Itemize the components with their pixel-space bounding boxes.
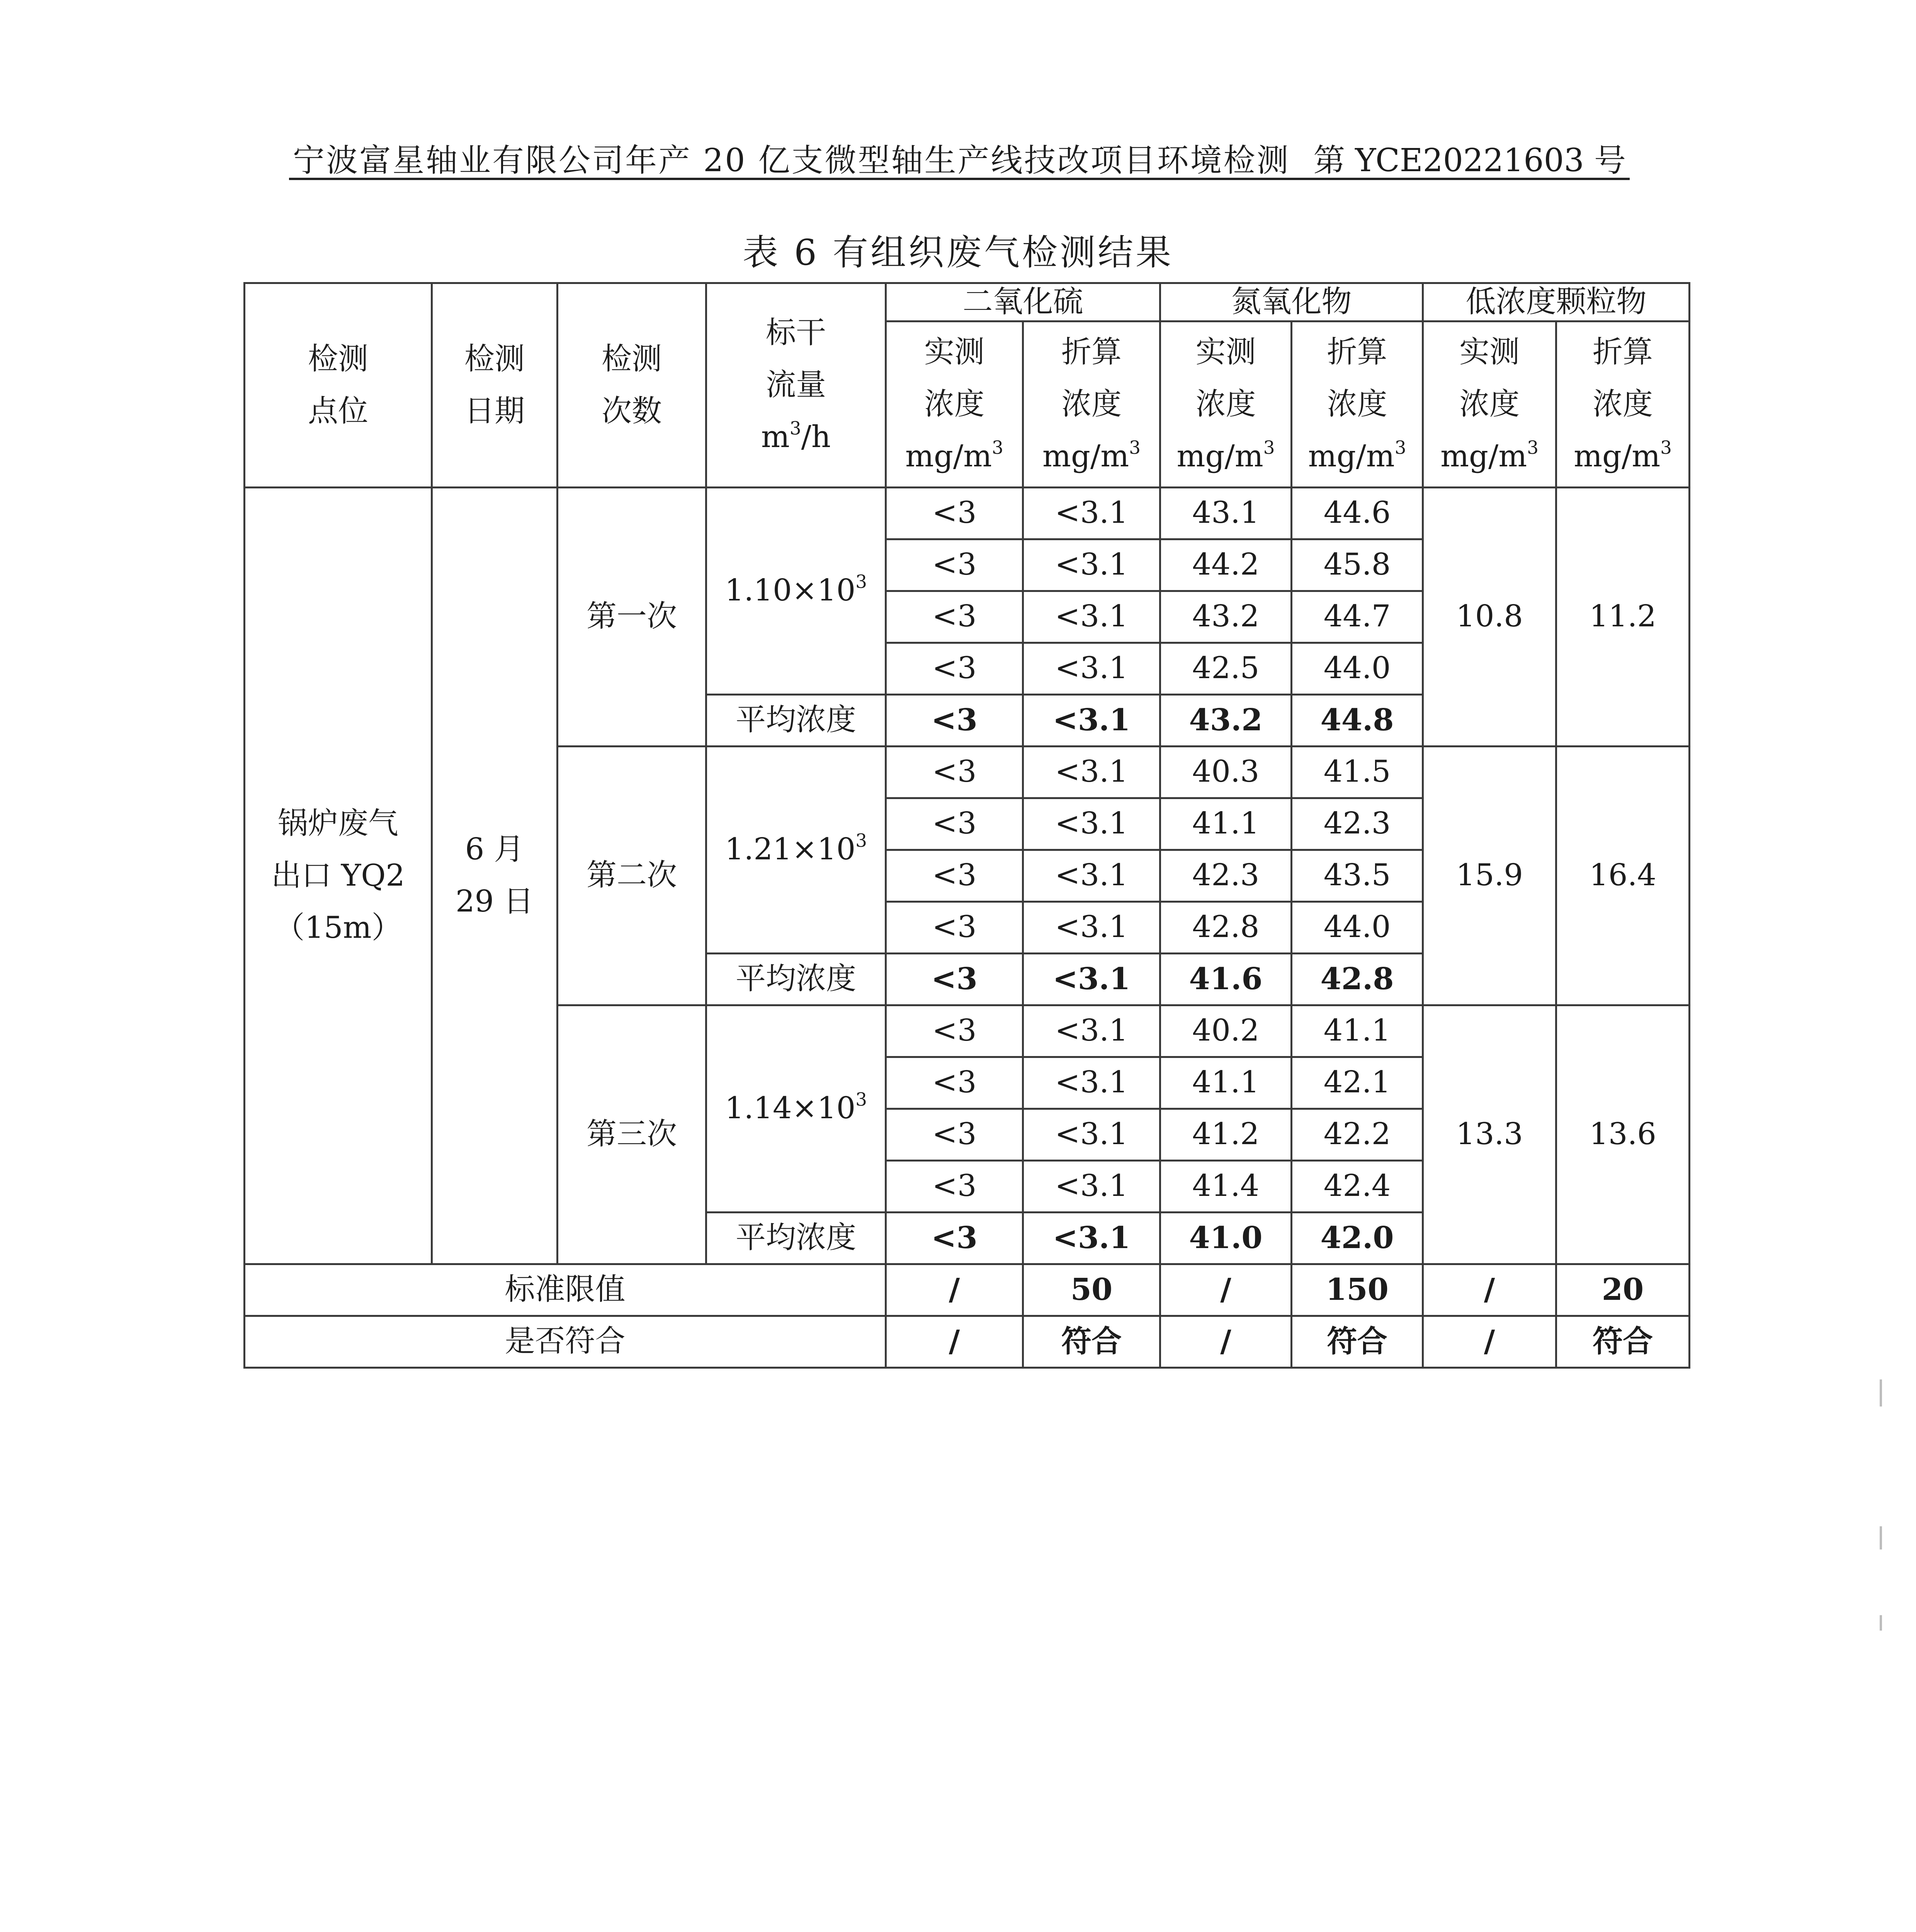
average-value: 43.2 — [1160, 694, 1292, 746]
standard-row-value: 150 — [1292, 1264, 1423, 1316]
value-cell: <3.1 — [1023, 901, 1160, 953]
value-cell: <3.1 — [1023, 1109, 1160, 1160]
value-cell: 41.2 — [1160, 1109, 1292, 1160]
header-converted — [1023, 321, 1160, 487]
pm-measured-cell: 10.8 — [1423, 487, 1556, 746]
value-cell: 42.1 — [1292, 1057, 1423, 1109]
value-cell: 44.2 — [1160, 539, 1292, 591]
cell-text-line: 浓度 — [1459, 386, 1520, 422]
header-converted — [1556, 321, 1690, 487]
standard-row-value: 20 — [1556, 1264, 1690, 1316]
value-cell: <3 — [886, 539, 1023, 591]
table-row — [245, 487, 1690, 539]
round-label: 第三次 — [558, 1005, 706, 1264]
report-project-title: 宁波富星轴业有限公司年产 20 亿支微型轴生产线技改项目环境检测 — [293, 142, 1290, 179]
table-body — [245, 283, 1690, 1368]
average-value: 42.0 — [1292, 1212, 1423, 1264]
average-value: <3 — [886, 1212, 1023, 1264]
cell-text-line: 浓度 — [1327, 386, 1387, 422]
average-value: <3.1 — [1023, 953, 1160, 1005]
standard-row — [245, 1264, 1690, 1316]
value-cell: 42.3 — [1160, 850, 1292, 901]
pm-converted-cell: 13.6 — [1556, 1005, 1690, 1264]
header-so2: 二氧化硫 — [886, 283, 1160, 321]
round-label: 第一次 — [558, 487, 706, 746]
compliance-row-value: / — [1423, 1316, 1556, 1367]
pm-measured-cell: 13.3 — [1423, 1005, 1556, 1264]
value-cell: <3.1 — [1023, 850, 1160, 901]
header-flow — [706, 283, 886, 488]
cell-text-line: $mg/m^3$ — [1440, 437, 1539, 474]
value-cell: 43.1 — [1160, 487, 1292, 539]
value-cell: 40.3 — [1160, 746, 1292, 798]
value-cell: <3.1 — [1023, 746, 1160, 798]
pm-converted-cell: 11.2 — [1556, 487, 1690, 746]
header-measured — [1160, 321, 1292, 487]
cell-text-line: 6 月 — [465, 832, 524, 867]
cell-text-line: 点位 — [308, 393, 368, 429]
report-number: 第 YCE20221603 号 — [1313, 142, 1626, 179]
value-cell: 41.1 — [1160, 1057, 1292, 1109]
cell-text-line: 标干 — [765, 315, 826, 350]
standard-row-value: / — [1423, 1264, 1556, 1316]
header-measured — [1423, 321, 1556, 487]
table-caption: 表 6 有组织废气检测结果 — [742, 232, 1174, 273]
value-cell: 41.4 — [1160, 1160, 1292, 1212]
header-date — [432, 283, 558, 488]
scan-mark — [1880, 1615, 1882, 1631]
cell-text-line: 折算 — [1061, 334, 1122, 369]
compliance-row-value: 符合 — [1023, 1316, 1160, 1367]
value-cell: 42.5 — [1160, 643, 1292, 694]
compliance-row-value: / — [886, 1316, 1023, 1367]
value-cell: <3 — [886, 1160, 1023, 1212]
cell-text-line: 浓度 — [1061, 386, 1122, 422]
average-label: 平均浓度 — [706, 953, 886, 1005]
cell-text-line: $m^3/h$ — [761, 418, 831, 455]
cell-text-line: $mg/m^3$ — [1042, 437, 1141, 474]
cell-text-line: $mg/m^3$ — [1574, 437, 1672, 474]
cell-text-line: 检测 — [308, 341, 368, 376]
date-cell — [432, 487, 558, 1264]
average-value: 44.8 — [1292, 694, 1423, 746]
average-value: 41.0 — [1160, 1212, 1292, 1264]
scan-mark — [1880, 1379, 1882, 1406]
value-cell: <3.1 — [1023, 643, 1160, 694]
average-value: 42.8 — [1292, 953, 1423, 1005]
cell-text-line: 浓度 — [1195, 386, 1256, 422]
value-cell: <3 — [886, 591, 1023, 643]
value-cell: <3 — [886, 901, 1023, 953]
value-cell: <3 — [886, 798, 1023, 850]
cell-text-line: 29 日 — [455, 884, 534, 919]
cell-text-line: 流量 — [765, 367, 826, 403]
value-cell: <3 — [886, 643, 1023, 694]
value-cell: 45.8 — [1292, 539, 1423, 591]
compliance-row — [245, 1316, 1690, 1367]
header-row — [245, 283, 1690, 321]
cell-text-line: 浓度 — [924, 386, 984, 422]
value-cell: 42.8 — [1160, 901, 1292, 953]
value-cell: <3.1 — [1023, 591, 1160, 643]
header-measured — [886, 321, 1023, 487]
cell-text-line: （15m） — [274, 910, 402, 945]
flow-cell: $1.10\times 10^3$ — [706, 487, 886, 694]
emission-results-table — [243, 282, 1690, 1369]
average-label: 平均浓度 — [706, 1212, 886, 1264]
cell-text-line: 锅炉废气 — [277, 806, 398, 841]
cell-text-line: 折算 — [1327, 334, 1387, 369]
cell-text-line: 实测 — [1459, 334, 1520, 369]
cell-text-line: $mg/m^3$ — [1176, 437, 1275, 474]
cell-text-line: 实测 — [1195, 334, 1256, 369]
average-value: <3.1 — [1023, 1212, 1160, 1264]
value-cell: 42.4 — [1292, 1160, 1423, 1212]
value-cell: <3 — [886, 850, 1023, 901]
value-cell: 43.2 — [1160, 591, 1292, 643]
cell-text-line: 次数 — [601, 393, 662, 429]
header-converted — [1292, 321, 1423, 487]
value-cell: 42.2 — [1292, 1109, 1423, 1160]
cell-text-line: 出口 YQ2 — [271, 858, 405, 893]
value-cell: <3 — [886, 1109, 1023, 1160]
standard-row-label: 标准限值 — [245, 1264, 886, 1316]
compliance-row-value: 符合 — [1556, 1316, 1690, 1367]
cell-text-line: 检测 — [601, 341, 662, 376]
value-cell: 44.0 — [1292, 643, 1423, 694]
value-cell: <3.1 — [1023, 1160, 1160, 1212]
cell-text-line: 检测 — [464, 341, 525, 376]
compliance-row-label: 是否符合 — [245, 1316, 886, 1367]
value-cell: <3.1 — [1023, 487, 1160, 539]
value-cell: <3.1 — [1023, 1005, 1160, 1057]
value-cell: <3.1 — [1023, 539, 1160, 591]
average-value: <3 — [886, 953, 1023, 1005]
cell-text-line: $mg/m^3$ — [905, 437, 1003, 474]
cell-text-line: 浓度 — [1593, 386, 1653, 422]
average-value: 41.6 — [1160, 953, 1292, 1005]
average-label: 平均浓度 — [706, 694, 886, 746]
cell-text-line: 折算 — [1593, 334, 1653, 369]
cell-text-line: 实测 — [924, 334, 984, 369]
cell-text-line: 日期 — [464, 393, 525, 429]
average-value: <3 — [886, 694, 1023, 746]
header-count — [558, 283, 706, 488]
value-cell: <3 — [886, 487, 1023, 539]
pm-measured-cell: 15.9 — [1423, 746, 1556, 1005]
value-cell: <3 — [886, 746, 1023, 798]
standard-row-value: 50 — [1023, 1264, 1160, 1316]
value-cell: <3.1 — [1023, 798, 1160, 850]
scan-mark — [1880, 1526, 1882, 1549]
header-point — [245, 283, 432, 488]
value-cell: 41.1 — [1160, 798, 1292, 850]
value-cell: 41.1 — [1292, 1005, 1423, 1057]
flow-cell: $1.21\times 10^3$ — [706, 746, 886, 953]
compliance-row-value: / — [1160, 1316, 1292, 1367]
round-label: 第二次 — [558, 746, 706, 1005]
standard-row-value: / — [1160, 1264, 1292, 1316]
value-cell: 44.0 — [1292, 901, 1423, 953]
average-value: <3.1 — [1023, 694, 1160, 746]
pm-converted-cell: 16.4 — [1556, 746, 1690, 1005]
value-cell: 43.5 — [1292, 850, 1423, 901]
value-cell: 42.3 — [1292, 798, 1423, 850]
value-cell: <3.1 — [1023, 1057, 1160, 1109]
standard-row-value: / — [886, 1264, 1023, 1316]
flow-cell: $1.14\times 10^3$ — [706, 1005, 886, 1212]
value-cell: <3 — [886, 1057, 1023, 1109]
page-header — [289, 128, 1630, 180]
value-cell: 44.7 — [1292, 591, 1423, 643]
compliance-row-value: 符合 — [1292, 1316, 1423, 1367]
cell-text-line: $mg/m^3$ — [1308, 437, 1406, 474]
header-nox: 氮氧化物 — [1160, 283, 1423, 321]
value-cell: 41.5 — [1292, 746, 1423, 798]
value-cell: <3 — [886, 1005, 1023, 1057]
value-cell: 40.2 — [1160, 1005, 1292, 1057]
header-pm: 低浓度颗粒物 — [1423, 283, 1690, 321]
location-cell — [245, 487, 432, 1264]
value-cell: 44.6 — [1292, 487, 1423, 539]
